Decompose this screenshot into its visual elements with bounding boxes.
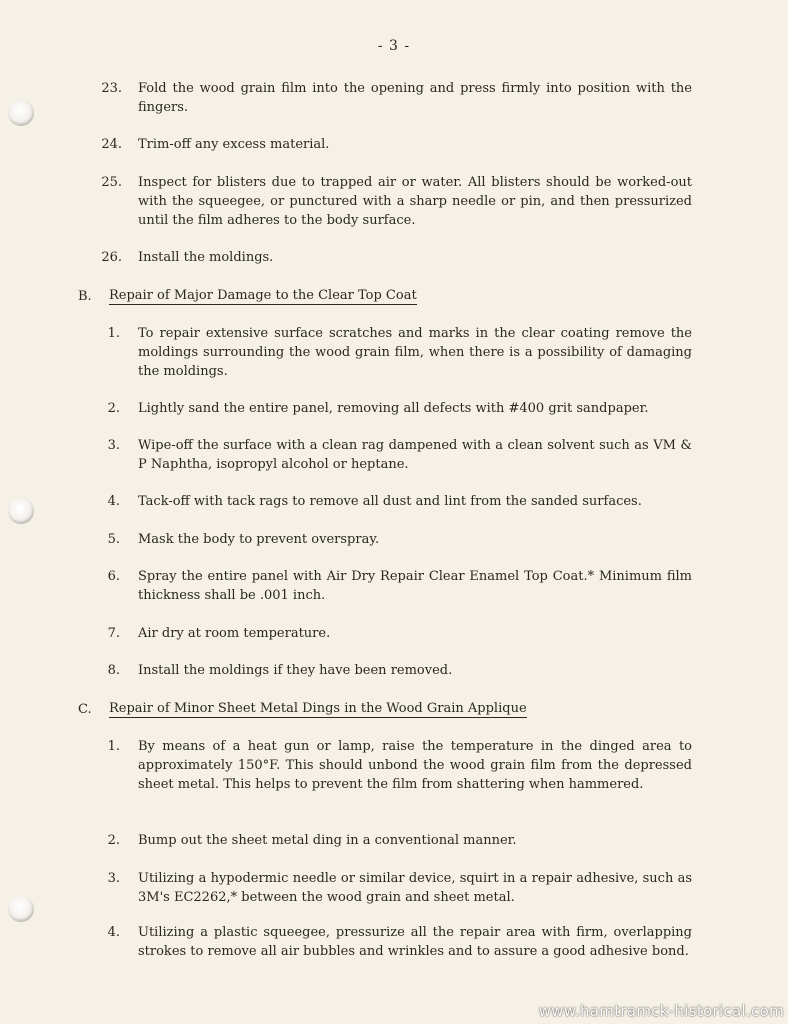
list-item (100, 869, 692, 907)
list-item (100, 530, 692, 549)
item-number: 1. (107, 326, 120, 341)
item-number: 4. (107, 494, 120, 509)
list-item (100, 492, 692, 511)
list-item (100, 624, 692, 643)
list-item (100, 135, 692, 154)
list-item (100, 173, 692, 230)
item-text: Utilizing a hypodermic needle or similar device, squirt in a repair adhesive, such as 3M's EC2262,* between the wood grain and sheet metal. (138, 871, 692, 905)
item-text: Lightly sand the entire panel, removing all defects with #400 grit sandpaper. (138, 401, 649, 416)
item-text: Utilizing a plastic squeegee, pressurize all the repair area with firm, overlapping strokes to remove all air bubbles and wrinkles and to assure a good adhesive bond. (138, 925, 692, 959)
item-text: Inspect for blisters due to trapped air or water. All blisters should be worked-out with the squeegee, or punctured with a sharp needle or pin, and then pressurized until the film adheres to the body surface. (138, 175, 692, 228)
list-item (100, 79, 692, 117)
item-number: 2. (107, 833, 120, 848)
item-number: 26. (101, 250, 122, 265)
item-text: By means of a heat gun or lamp, raise the temperature in the dinged area to approximately 150°F. This should unbond the wood grain film from the depressed sheet metal. This helps to prevent the film from shattering when hammered. (138, 739, 692, 792)
item-number: 23. (101, 81, 122, 96)
section-title: Repair of Major Damage to the Clear Top Coat (109, 288, 417, 303)
list-item (100, 324, 692, 381)
list-item (100, 436, 692, 474)
list-item (100, 737, 692, 794)
item-number: 2. (107, 401, 120, 416)
item-number: 3. (107, 438, 120, 453)
item-text: Tack-off with tack rags to remove all dust and lint from the sanded surfaces. (138, 494, 642, 509)
binder-hole-top (8, 100, 34, 126)
site-watermark: www.hamtramck-historical.com (538, 1002, 784, 1020)
item-number: 7. (107, 626, 120, 641)
item-text: Install the moldings if they have been removed. (138, 663, 453, 678)
item-number: 4. (107, 925, 120, 940)
page-number: - 3 - (377, 38, 411, 54)
item-text: Wipe-off the surface with a clean rag dampened with a clean solvent such as VM & P Naphtha, isopropyl alcohol or heptane. (138, 438, 692, 472)
section-letter: B. (78, 289, 92, 304)
item-number: 5. (107, 532, 120, 547)
item-text: Bump out the sheet metal ding in a conventional manner. (138, 833, 517, 848)
item-text: Spray the entire panel with Air Dry Repair Clear Enamel Top Coat.* Minimum film thickness shall be .001 inch. (138, 569, 692, 603)
list-item (100, 399, 692, 418)
list-item (100, 831, 692, 850)
item-number: 1. (107, 739, 120, 754)
item-number: 24. (101, 137, 122, 152)
item-text: Trim-off any excess material. (138, 137, 330, 152)
binder-hole-middle (8, 498, 34, 524)
section-title: Repair of Minor Sheet Metal Dings in the Wood Grain Applique (109, 701, 527, 716)
item-number: 3. (107, 871, 120, 886)
section-letter: C. (78, 702, 92, 717)
list-item (100, 248, 692, 267)
item-text: Install the moldings. (138, 250, 274, 265)
list-item (100, 661, 692, 680)
item-text: To repair extensive surface scratches and marks in the clear coating remove the moldings surrounding the wood grain film, when there is a possibility of damaging the moldings. (138, 326, 692, 379)
item-number: 25. (101, 175, 122, 190)
item-text: Fold the wood grain film into the opening and press firmly into position with the fingers. (138, 81, 692, 115)
binder-hole-bottom (8, 896, 34, 922)
item-number: 6. (107, 569, 120, 584)
item-text: Air dry at room temperature. (138, 626, 331, 641)
item-text: Mask the body to prevent overspray. (138, 532, 380, 547)
list-item (100, 567, 692, 605)
item-number: 8. (107, 663, 120, 678)
list-item (100, 923, 692, 961)
